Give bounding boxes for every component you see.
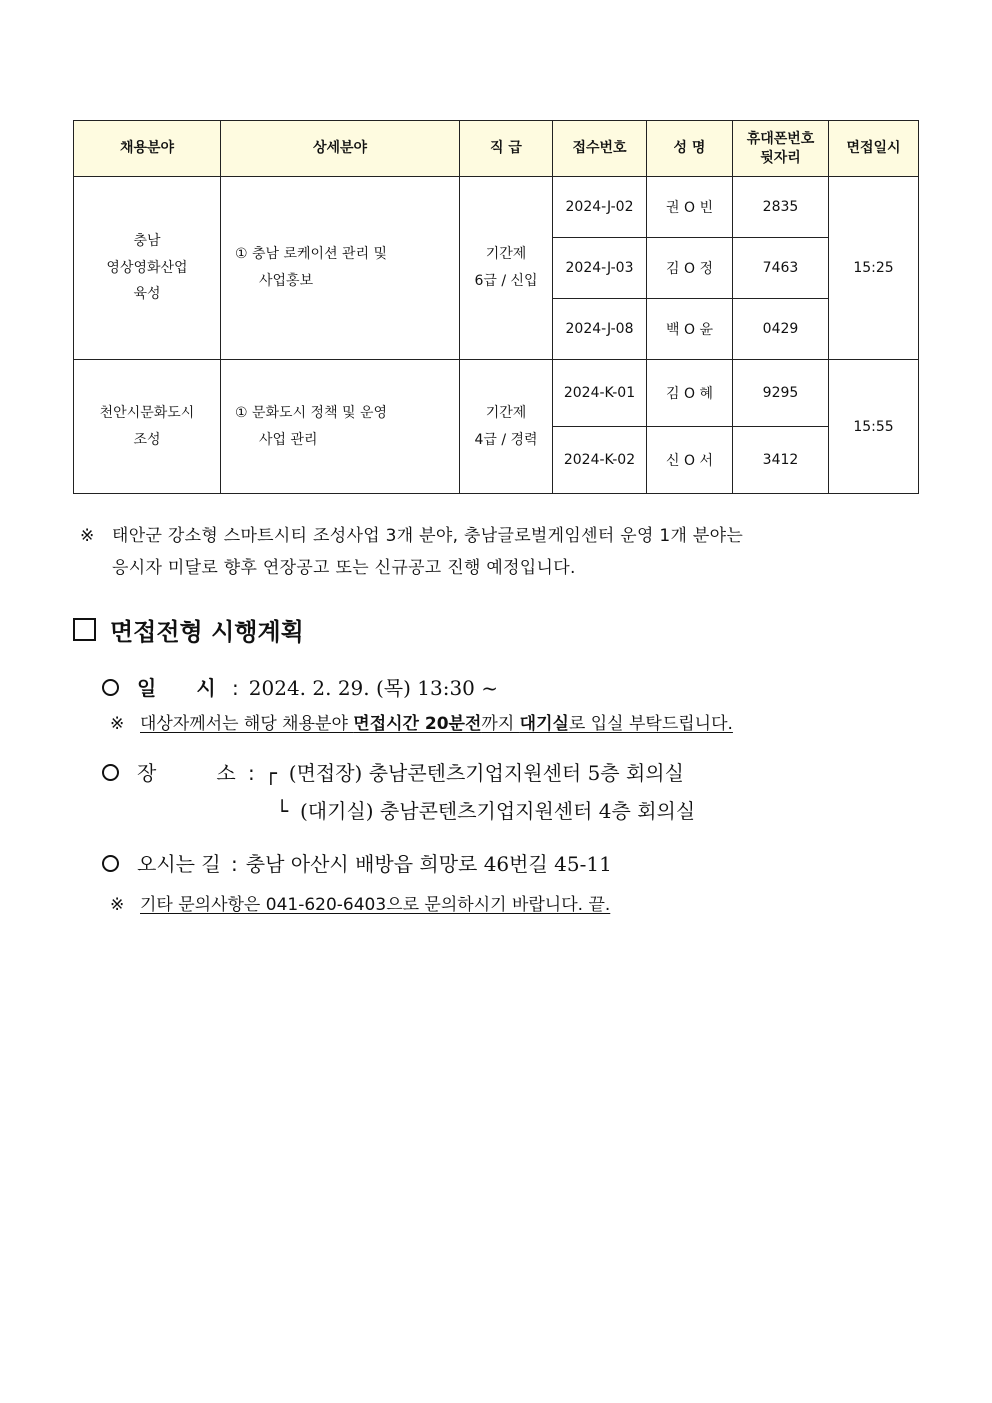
receipt-no-cell: 2024-J-02 [553,177,647,238]
header-grade: 직 급 [460,121,553,177]
applicant-name-cell: 권 O 빈 [647,177,733,238]
applicant-table [73,120,919,494]
field-line: 조성 [133,431,161,448]
note-line: 응시자 미달로 향후 연장공고 또는 신규공고 진행 예정입니다. [112,558,576,578]
bracket-bottom-icon: └ [276,799,289,823]
grade-line: 4급 / 경력 [474,431,538,448]
unfilled-fields-note [80,520,915,584]
place-label-a: 장 [137,761,157,785]
applicant-name-cell: 백 O 윤 [647,299,733,360]
field-cell [74,360,221,494]
table-row [74,177,919,238]
grade-cell [460,360,553,494]
header-interview-time: 면접일시 [829,121,919,177]
table-row [74,360,919,427]
receipt-no-cell: 2024-K-01 [553,360,647,427]
circle-bullet-icon [102,764,119,781]
arrival-note-pre: 대상자께서는 해당 채용분야 [140,714,354,734]
grade-cell [460,177,553,360]
place-separator: : [248,761,255,785]
reference-mark: ※ [110,895,125,915]
reference-mark: ※ [80,526,95,546]
checkbox-square-icon [73,618,96,641]
table-header-row [74,121,919,177]
place-row [102,757,684,786]
header-phone [733,121,829,177]
receipt-no-cell: 2024-K-02 [553,427,647,494]
phone-digits-cell: 9295 [733,360,829,427]
grade-line: 기간제 [485,404,527,421]
phone-digits-cell: 0429 [733,299,829,360]
route-address: 충남 아산시 배방읍 희망로 46번길 45-11 [245,852,612,876]
interview-time-cell: 15:25 [829,177,919,360]
header-phone-line2: 뒷자리 [760,149,801,166]
field-line: 육성 [133,286,161,303]
circle-bullet-icon [102,679,119,696]
header-detail: 상세분야 [221,121,460,177]
field-cell [74,177,221,360]
applicant-name-cell: 김 O 혜 [647,360,733,427]
route-label: 오시는 길 [137,852,221,876]
arrival-note-bold-room: 대기실 [519,714,569,734]
route-separator: : [231,852,238,876]
detail-line: 사업홍보 [259,273,314,289]
contact-note [110,890,610,915]
grade-line: 기간제 [485,246,527,263]
date-label-a: 일 [137,676,157,700]
waiting-room: (대기실) 충남콘텐츠기업지원센터 4층 회의실 [300,799,696,823]
date-label-b: 시 [196,676,216,700]
contact-note-text: 기타 문의사항은 041-620-6403으로 문의하시기 바랍니다. 끝. [140,895,611,915]
header-field: 채용분야 [74,121,221,177]
detail-cell [221,360,460,494]
header-receipt-no: 접수번호 [553,121,647,177]
date-value: 2024. 2. 29. (목) 13:30 ~ [248,676,499,700]
phone-digits-cell: 2835 [733,177,829,238]
phone-digits-cell: 3412 [733,427,829,494]
section-heading [73,612,304,647]
date-separator: : [232,676,239,700]
phone-digits-cell: 7463 [733,238,829,299]
place-label-b: 소 [216,761,236,785]
field-line: 영상영화산업 [106,259,188,276]
arrival-note-bold-time: 면접시간 20분전 [353,714,482,734]
detail-line: ① 충남 로케이션 관리 및 [235,246,388,263]
arrival-note [110,709,733,734]
circle-bullet-icon [102,855,119,872]
bracket-top-icon: ┌ [264,761,277,785]
route-row [102,848,612,877]
section-title: 면접전형 시행계획 [110,618,304,646]
arrival-note-text [140,714,733,734]
date-row [102,672,498,701]
receipt-no-cell: 2024-J-08 [553,299,647,360]
grade-line: 6급 / 신입 [474,273,538,289]
field-line: 충남 [133,233,161,250]
interview-time-cell: 15:55 [829,360,919,494]
waiting-room-row [276,795,695,824]
reference-mark: ※ [110,714,125,734]
applicant-name-cell: 신 O 서 [647,427,733,494]
header-name: 성 명 [647,121,733,177]
arrival-note-post: 로 입실 부탁드립니다. [568,714,733,734]
applicant-name-cell: 김 O 정 [647,238,733,299]
note-line: 태안군 강소형 스마트시티 조성사업 3개 분야, 충남글로벌게임센터 운영 1개 분야는 [112,526,744,546]
interview-room: (면접장) 충남콘텐츠기업지원센터 5층 회의실 [288,761,684,785]
field-line: 천안시문화도시 [99,404,195,421]
detail-line: ① 문화도시 정책 및 운영 [235,404,388,421]
detail-cell [221,177,460,360]
detail-line: 사업 관리 [259,431,318,448]
header-phone-line1: 휴대폰번호 [746,130,815,147]
arrival-note-mid: 까지 [481,714,520,734]
receipt-no-cell: 2024-J-03 [553,238,647,299]
